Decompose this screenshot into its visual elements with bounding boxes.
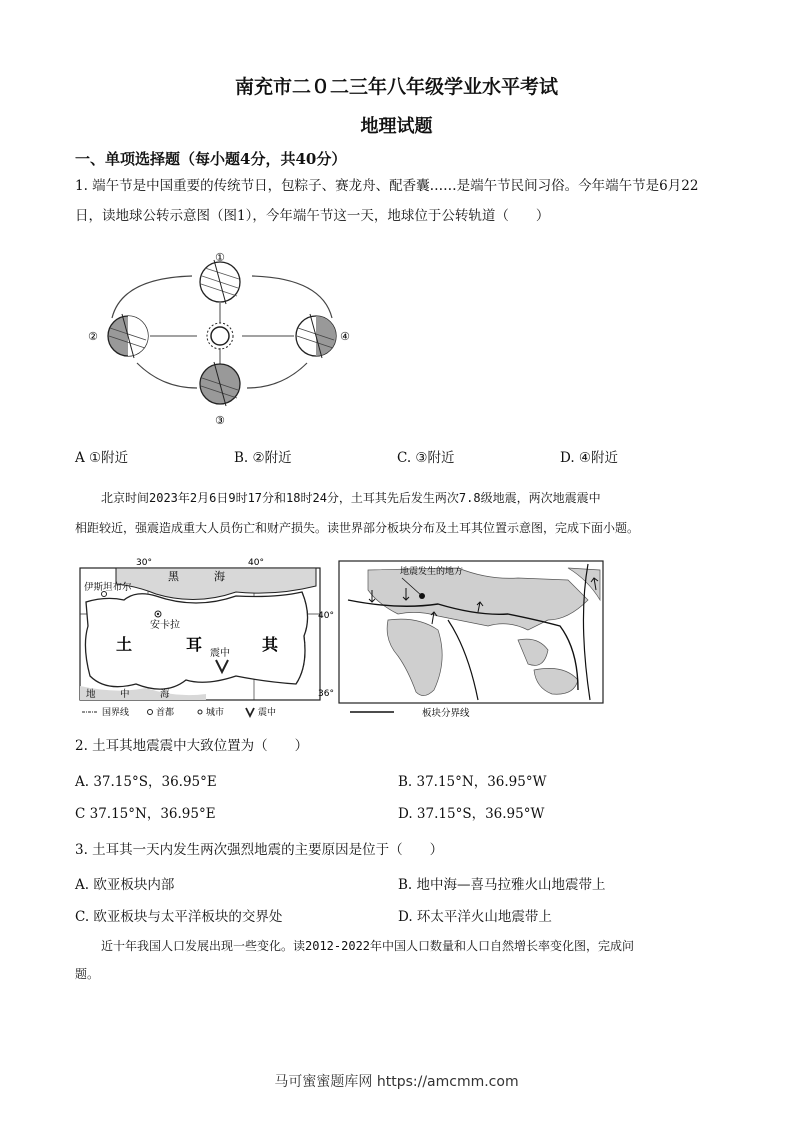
exam-subtitle: 地理试题	[360, 116, 433, 137]
earth-label-2: ②	[88, 330, 98, 343]
capital-legend-icon	[148, 710, 153, 715]
legend-border: 国界线	[102, 708, 130, 718]
q1-option-d[interactable]: D. ④附近	[560, 450, 619, 466]
legend-capital: 首都	[156, 708, 175, 718]
legend-plate: 板块分界线	[422, 708, 470, 719]
q2-option-a[interactable]: A. 37.15°S，36.95°E	[75, 774, 217, 790]
lon-40-label: 40°	[248, 558, 264, 568]
q2-option-b[interactable]: B. 37.15°N，36.95°W	[398, 774, 547, 790]
istanbul-label: 伊斯坦布尔	[84, 582, 132, 593]
legend-city: 城市	[206, 708, 225, 718]
q1-option-a[interactable]: A ①附近	[75, 450, 129, 466]
legend-epicenter: 震中	[258, 708, 277, 718]
q3-option-b[interactable]: B. 地中海—喜马拉雅火山地震带上	[398, 877, 606, 893]
country-char-1: 土	[116, 635, 133, 654]
passage1-line1: 北京时间2023年2月6日9时17分和18时24分，土耳其先后发生两次7.8级地震，两次地震震中	[101, 491, 601, 505]
earth-orbit-figure	[82, 248, 362, 428]
earth-label-4: ④	[340, 330, 350, 343]
q3-option-d[interactable]: D. 环太平洋火山地震带上	[398, 909, 552, 925]
orbit-arc	[247, 363, 307, 388]
earth-position-1	[200, 260, 240, 304]
passage1-line2: 相距较近，强震造成重大人员伤亡和财产损失。读世界部分板块分布及土耳其位置示意图，完成下面小题。	[75, 521, 640, 535]
city-legend-icon	[198, 710, 202, 714]
section-heading: 一、单项选择题（每小题4分，共40分）	[75, 150, 347, 168]
passage2-line1: 近十年我国人口发展出现一些变化。读2012-2022年中国人口数量和人口自然增长率变化图，完成问	[101, 939, 635, 953]
q3-option-a[interactable]: A. 欧亚板块内部	[75, 877, 175, 893]
med-label-2: 中	[120, 689, 130, 700]
lat-36-label: 36°	[318, 689, 334, 699]
exam-title: 南充市二０二三年八年级学业水平考试	[234, 76, 558, 98]
earth-label-1: ①	[215, 251, 225, 264]
q2-stem: 2. 土耳其地震震中大致位置为（ ）	[75, 738, 309, 754]
plates-map	[338, 560, 606, 722]
epicenter-label: 震中	[210, 648, 230, 659]
q1-option-c[interactable]: C. ③附近	[397, 450, 455, 466]
black-sea-label-2: 海	[214, 570, 225, 583]
orbit-arc	[252, 276, 332, 318]
earth-position-2	[108, 314, 148, 358]
earth-position-3	[200, 362, 240, 406]
earth-position-4	[296, 314, 336, 358]
orbit-arc	[112, 276, 192, 318]
country-char-3: 其	[262, 635, 279, 654]
ankara-label: 安卡拉	[150, 620, 180, 631]
lon-30-label: 30°	[136, 558, 152, 568]
q1-option-b[interactable]: B. ②附近	[234, 450, 292, 466]
epicenter-legend-icon	[246, 708, 254, 716]
lat-40-label: 40°	[318, 611, 334, 621]
passage2-line2: 题。	[75, 967, 100, 981]
q1-stem-line2: 日，读地球公转示意图（图1），今年端午节这一天，地球位于公转轨道（ ）	[75, 208, 550, 224]
black-sea-label-1: 黑	[168, 570, 179, 583]
earth-label-3: ③	[215, 414, 225, 427]
footer-watermark[interactable]: 马可蜜蜜题库网 https://amcmm.com	[274, 1074, 519, 1090]
q3-option-c[interactable]: C. 欧亚板块与太平洋板块的交界处	[75, 909, 283, 925]
q2-option-c[interactable]: C 37.15°N，36.95°E	[75, 806, 216, 822]
sun-icon	[207, 323, 233, 349]
q1-stem-line1: 1. 端午节是中国重要的传统节日，包粽子、赛龙舟、配香囊……是端午节民间习俗。今年端午节是6月22	[75, 178, 699, 194]
quake-place-label: 地震发生的地方	[400, 567, 464, 577]
orbit-arc	[137, 363, 197, 388]
country-char-2: 耳	[186, 635, 203, 654]
q3-stem: 3. 土耳其一天内发生两次强烈地震的主要原因是位于（ ）	[75, 842, 444, 858]
turkey-map	[76, 556, 336, 722]
q2-option-d[interactable]: D. 37.15°S，36.95°W	[398, 806, 545, 822]
med-label-1: 地	[86, 689, 96, 700]
med-label-3: 海	[160, 689, 170, 700]
